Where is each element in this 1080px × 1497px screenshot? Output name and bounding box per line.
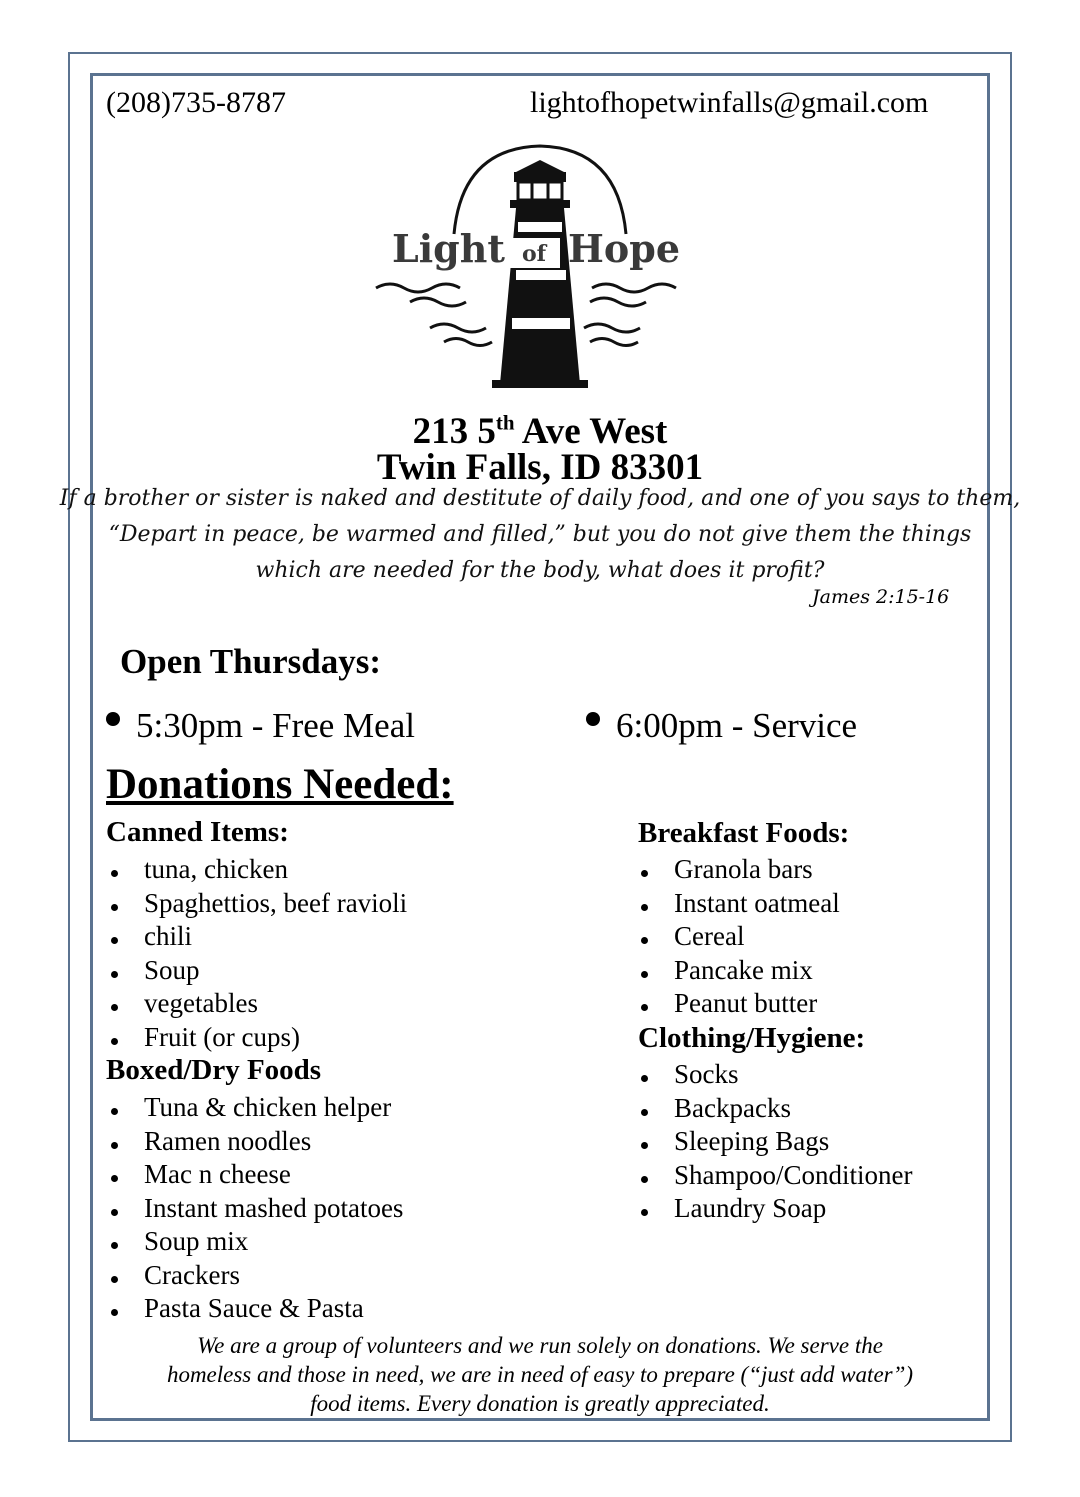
list-item: Instant oatmeal	[636, 887, 840, 921]
bullet-icon	[586, 712, 600, 726]
address-street: 213 5th Ave West	[412, 410, 668, 452]
schedule-meal: 5:30pm - Free Meal	[106, 706, 415, 746]
list-item: Crackers	[106, 1259, 403, 1293]
list-item: tuna, chicken	[106, 853, 407, 887]
phone-number[interactable]: (208)735-8787	[106, 86, 286, 119]
boxed-list	[106, 1091, 403, 1326]
lighthouse-icon	[370, 142, 710, 392]
list-item: Pasta Sauce & Pasta	[106, 1292, 403, 1326]
footer-note	[0, 1331, 1080, 1418]
email-address[interactable]: lightofhopetwinfalls@gmail.com	[530, 86, 929, 119]
list-item: Fruit (or cups)	[106, 1021, 407, 1055]
canned-heading: Canned Items:	[106, 816, 289, 848]
clothing-list	[636, 1058, 913, 1226]
footer-line-3: food items. Every donation is greatly appreciated.	[310, 1391, 770, 1416]
open-heading: Open Thursdays:	[120, 642, 381, 681]
footer-line-1: We are a group of volunteers and we run solely on donations. We serve the	[197, 1333, 883, 1358]
list-item: Shampoo/Conditioner	[636, 1159, 913, 1193]
breakfast-list	[636, 853, 840, 1021]
list-item: Peanut butter	[636, 987, 840, 1021]
quote-line-3: which are needed for the body, what does it profit?	[255, 558, 825, 583]
breakfast-heading: Breakfast Foods:	[638, 817, 850, 849]
logo-word-light: Light	[392, 226, 505, 271]
logo-word-of: of	[522, 241, 547, 267]
footer-line-2: homeless and those in need, we are in need of easy to prepare (“just add water”)	[166, 1362, 914, 1387]
clothing-heading: Clothing/Hygiene:	[638, 1022, 866, 1054]
schedule-service: 6:00pm - Service	[586, 706, 857, 746]
list-item: Socks	[636, 1058, 913, 1092]
list-item: Laundry Soap	[636, 1192, 913, 1226]
list-item: Instant mashed potatoes	[106, 1192, 403, 1226]
boxed-heading: Boxed/Dry Foods	[106, 1054, 322, 1086]
donations-heading: Donations Needed:	[106, 761, 454, 808]
canned-list	[106, 853, 407, 1054]
bullet-icon	[106, 712, 120, 726]
logo-word-hope: Hope	[568, 226, 680, 271]
list-item: Pancake mix	[636, 954, 840, 988]
quote-line-2: “Depart in peace, be warmed and filled,” but you do not give them the things	[108, 522, 972, 547]
quote-reference: James 2:15-16	[812, 586, 950, 608]
list-item: Granola bars	[636, 853, 840, 887]
list-item: Backpacks	[636, 1092, 913, 1126]
list-item: Mac n cheese	[106, 1158, 403, 1192]
list-item: Sleeping Bags	[636, 1125, 913, 1159]
list-item: Spaghettios, beef ravioli	[106, 887, 407, 921]
list-item: Cereal	[636, 920, 840, 954]
list-item: Ramen noodles	[106, 1125, 403, 1159]
light-of-hope-logo	[370, 142, 710, 397]
quote-line-1: If a brother or sister is naked and destitute of daily food, and one of you says to them,	[59, 486, 1021, 511]
list-item: chili	[106, 920, 407, 954]
list-item: Soup	[106, 954, 407, 988]
address-city: Twin Falls, ID 83301	[376, 447, 704, 488]
list-item: Tuna & chicken helper	[106, 1091, 403, 1125]
list-item: vegetables	[106, 987, 407, 1021]
list-item: Soup mix	[106, 1225, 403, 1259]
